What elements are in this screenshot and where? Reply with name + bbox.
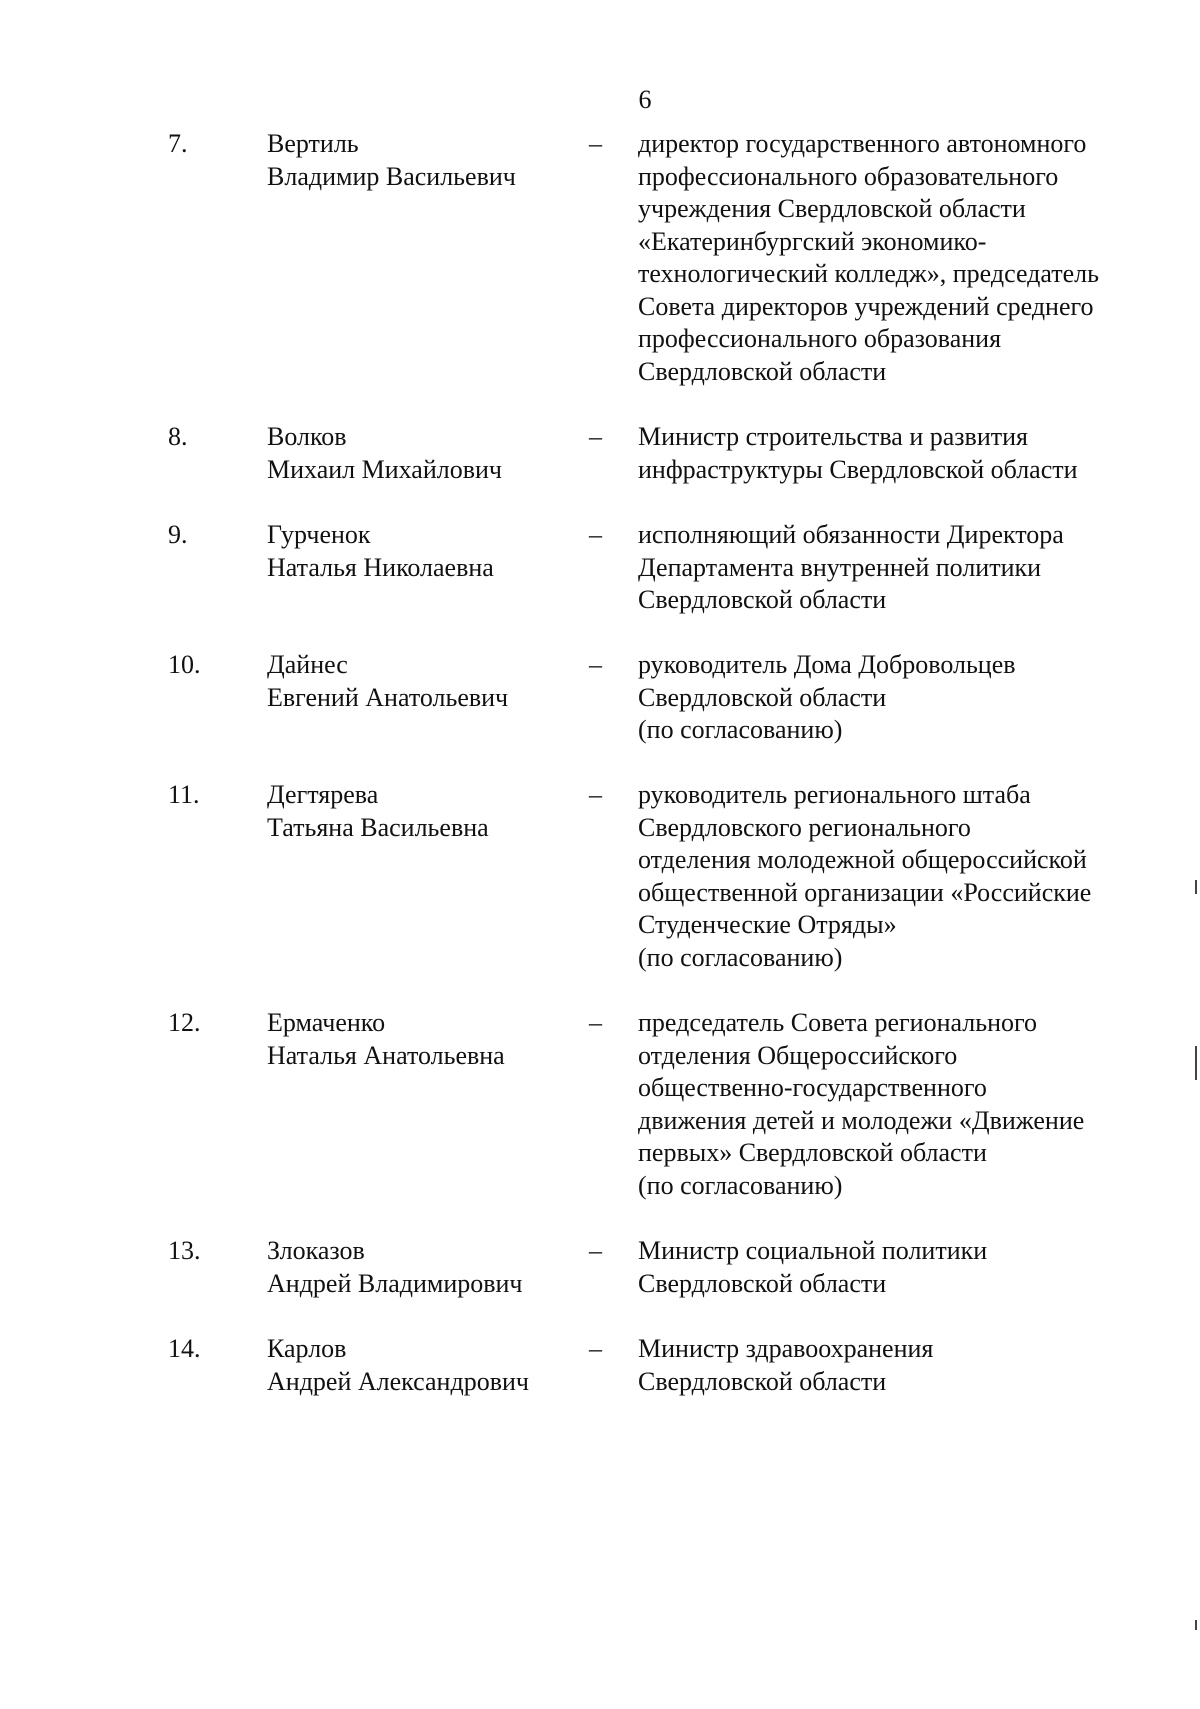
member-name: [267, 519, 567, 584]
position-line: директор государственного автономного: [638, 129, 1087, 158]
position-line: Министр социальной политики: [638, 1236, 988, 1265]
position-line: профессионального образовательного: [638, 161, 1059, 191]
position-line: отделения Общероссийского: [638, 1040, 958, 1070]
member-surname: Гурченок: [267, 520, 371, 549]
position-line: (по согласованию): [638, 715, 843, 744]
member-name: [267, 649, 567, 714]
member-given-names: Андрей Владимирович: [267, 1268, 523, 1298]
member-position: [638, 1007, 1148, 1202]
separator-dash: –: [589, 780, 602, 809]
position-line: Свердловского регионального: [638, 812, 971, 842]
member-position: [638, 519, 1148, 617]
scan-margin-mark: [1195, 880, 1197, 894]
position-line: Министр здравоохранения: [638, 1334, 934, 1363]
position-line: (по согласованию): [638, 942, 843, 972]
position-line: Министр строительства и развития: [638, 422, 1028, 451]
member-position: [638, 1235, 1148, 1300]
position-line: Департамента внутренней политики: [638, 552, 1042, 582]
position-line: движения детей и молодежи «Движение: [638, 1105, 1085, 1135]
scan-margin-mark: [1195, 1046, 1197, 1080]
member-number: 12.: [168, 1008, 201, 1037]
position-line: руководитель регионального штаба: [638, 780, 1031, 809]
position-line: первых» Свердловской области: [638, 1138, 987, 1167]
position-line: Свердловской области: [638, 682, 887, 712]
member-given-names: Евгений Анатольевич: [267, 682, 509, 712]
member-name: [267, 1007, 567, 1072]
member-given-names: Наталья Николаевна: [267, 552, 494, 582]
position-line: руководитель Дома Добровольцев: [638, 650, 1016, 679]
member-given-names: Михаил Михайлович: [267, 454, 503, 484]
separator-dash: –: [589, 422, 602, 451]
position-line: исполняющий обязанности Директора: [638, 520, 1064, 549]
member-given-names: Андрей Александрович: [267, 1366, 529, 1396]
member-name: [267, 128, 567, 193]
position-line: Свердловской области: [638, 1366, 887, 1396]
member-number: 14.: [168, 1334, 201, 1363]
position-line: Свердловской области: [638, 585, 887, 614]
member-surname: Ермаченко: [267, 1008, 386, 1037]
separator-dash: –: [589, 1334, 602, 1363]
member-surname: Вертиль: [267, 129, 359, 158]
separator-dash: –: [589, 520, 602, 549]
member-surname: Карлов: [267, 1334, 347, 1363]
member-surname: Волков: [267, 422, 347, 451]
position-line: профессионального образования: [638, 324, 1002, 353]
separator-dash: –: [589, 650, 602, 679]
member-number: 10.: [168, 650, 201, 679]
position-line: учреждения Свердловской области: [638, 194, 1026, 223]
member-position: [638, 649, 1148, 747]
member-name: [267, 779, 567, 844]
member-number: 9.: [168, 520, 188, 549]
scan-margin-mark: [1195, 1620, 1197, 1630]
separator-dash: –: [589, 129, 602, 158]
position-line: отделения молодежной общероссийской: [638, 845, 1087, 874]
member-position: [638, 779, 1148, 974]
member-number: 11.: [168, 780, 200, 809]
member-name: [267, 1333, 567, 1398]
position-line: «Екатеринбургский экономико-: [638, 226, 987, 256]
position-line: Совета директоров учреждений среднего: [638, 291, 1094, 321]
member-number: 13.: [168, 1236, 201, 1265]
page-number: 6: [638, 85, 652, 114]
position-line: председатель Совета регионального: [638, 1008, 1038, 1037]
separator-dash: –: [589, 1008, 602, 1037]
member-given-names: Татьяна Васильевна: [267, 812, 489, 842]
position-line: общественно-государственного: [638, 1073, 987, 1102]
member-number: 8.: [168, 422, 188, 451]
position-line: Свердловской области: [638, 356, 887, 386]
member-position: [638, 1333, 1148, 1398]
member-given-names: Владимир Васильевич: [267, 161, 516, 191]
position-line: инфраструктуры Свердловской области: [638, 454, 1078, 484]
member-position: [638, 421, 1148, 486]
member-surname: Дайнес: [267, 650, 348, 679]
separator-dash: –: [589, 1236, 602, 1265]
position-line: (по согласованию): [638, 1170, 843, 1200]
position-line: общественной организации «Российские: [638, 877, 1092, 907]
position-line: Студенческие Отряды»: [638, 910, 897, 939]
member-name: [267, 1235, 567, 1300]
member-number: 7.: [168, 129, 188, 158]
member-position: [638, 128, 1148, 388]
position-line: технологический колледж», председатель: [638, 259, 1099, 288]
member-name: [267, 421, 567, 486]
member-given-names: Наталья Анатольевна: [267, 1040, 505, 1070]
member-surname: Злоказов: [267, 1236, 365, 1265]
position-line: Свердловской области: [638, 1268, 887, 1298]
member-surname: Дегтярева: [267, 780, 379, 809]
